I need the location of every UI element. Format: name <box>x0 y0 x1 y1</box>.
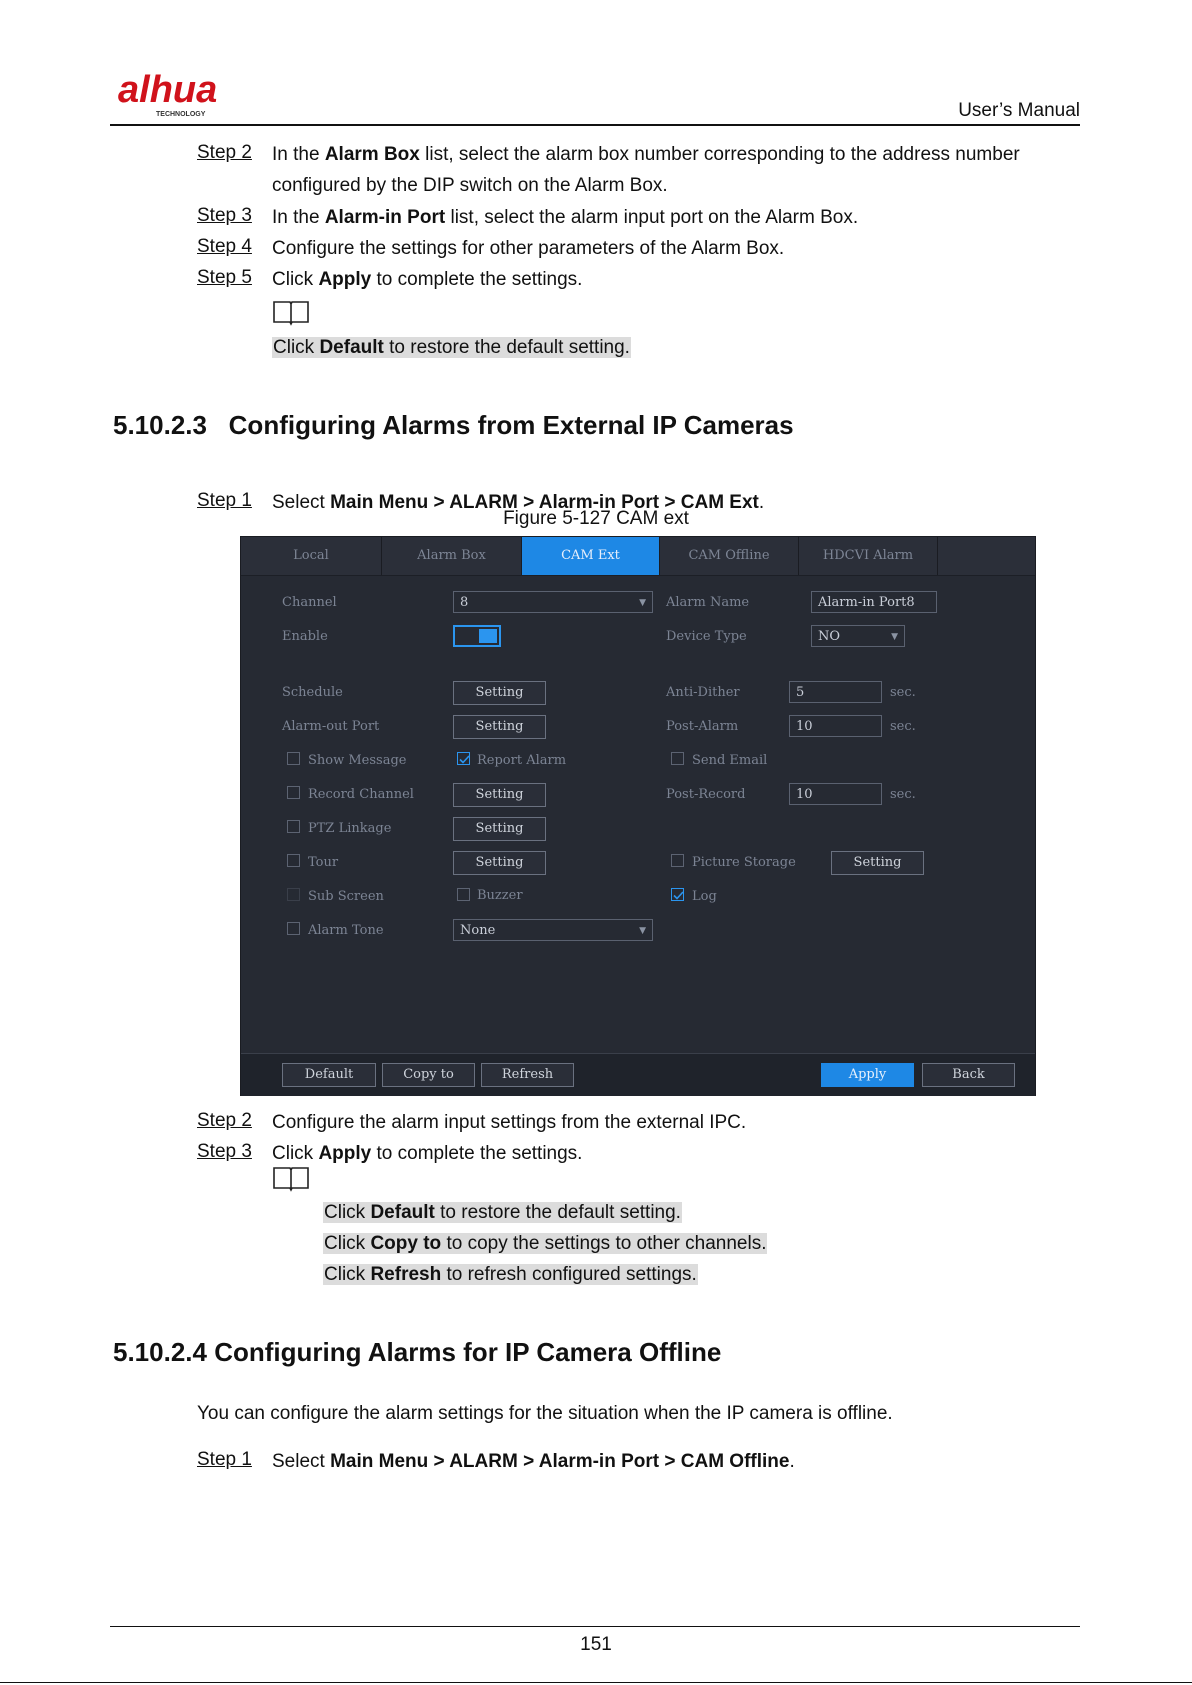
tab-hdcvi-alarm[interactable]: HDCVI Alarm <box>799 537 938 575</box>
schedule-setting-button[interactable]: Setting <box>453 681 546 705</box>
buzzer-checkbox[interactable] <box>457 888 470 901</box>
sec-unit: sec. <box>890 719 916 734</box>
anti-dither-input[interactable]: 5 <box>789 681 882 703</box>
picture-storage-setting-button[interactable]: Setting <box>831 851 924 875</box>
page-number: 151 <box>580 1634 612 1655</box>
apply-button[interactable]: Apply <box>821 1063 914 1087</box>
step-label: Step 2 <box>197 142 252 163</box>
alarm-tone-checkbox[interactable] <box>287 922 300 935</box>
back-button[interactable]: Back <box>922 1063 1015 1087</box>
enable-toggle[interactable] <box>453 625 501 647</box>
bottom-action-bar <box>241 1053 1035 1096</box>
send-email-label: Send Email <box>692 753 768 768</box>
step-label: Step 3 <box>197 205 252 226</box>
ptz-setting-button[interactable]: Setting <box>453 817 546 841</box>
device-type-label: Device Type <box>666 629 747 644</box>
chevron-down-icon: ▼ <box>639 598 646 608</box>
step-label: Step 3 <box>197 1141 252 1162</box>
channel-label: Channel <box>282 595 337 610</box>
step-text: Select Main Menu > ALARM > Alarm-in Port > CAM Ext. <box>272 492 765 513</box>
tour-label: Tour <box>308 855 339 870</box>
alarm-name-label: Alarm Name <box>666 595 750 610</box>
refresh-button[interactable]: Refresh <box>481 1063 574 1087</box>
step-label: Step 4 <box>197 236 252 257</box>
note-line: Click Refresh to refresh configured settings. <box>324 1264 697 1285</box>
section-heading: 5.10.2.3 Configuring Alarms from External IP Cameras <box>113 410 794 440</box>
step-text: Select Main Menu > ALARM > Alarm-in Port > CAM Offline. <box>272 1451 795 1472</box>
alarm-tone-label: Alarm Tone <box>308 923 384 938</box>
step-label: Step 1 <box>197 1449 252 1470</box>
logo-text: alhua <box>118 69 218 111</box>
step-text: Click Apply to complete the settings. <box>272 269 583 290</box>
channel-select[interactable]: 8 ▼ <box>453 591 653 613</box>
sec-unit: sec. <box>890 685 916 700</box>
buzzer-label: Buzzer <box>477 888 523 903</box>
record-channel-setting-button[interactable]: Setting <box>453 783 546 807</box>
show-message-checkbox[interactable] <box>287 752 300 765</box>
step-label: Step 2 <box>197 1110 252 1131</box>
alarm-name-input[interactable]: Alarm-in Port8 <box>811 591 937 613</box>
header-divider <box>110 124 1080 126</box>
record-channel-checkbox[interactable] <box>287 786 300 799</box>
chevron-down-icon: ▼ <box>891 632 898 642</box>
anti-dither-label: Anti-Dither <box>666 685 740 700</box>
step-text: Click Apply to complete the settings. <box>272 1143 583 1164</box>
step-label: Step 5 <box>197 267 252 288</box>
toggle-knob <box>479 629 497 643</box>
note-line: Click Copy to to copy the settings to other channels. <box>324 1233 767 1254</box>
tab-cam-offline[interactable]: CAM Offline <box>660 537 799 575</box>
enable-label: Enable <box>282 629 328 644</box>
alarm-out-setting-button[interactable]: Setting <box>453 715 546 739</box>
checkmark-icon <box>458 753 471 766</box>
tab-cam-ext[interactable]: CAM Ext <box>522 537 660 575</box>
tab-local[interactable]: Local <box>241 537 382 575</box>
copy-to-button[interactable]: Copy to <box>382 1063 475 1087</box>
picture-storage-label: Picture Storage <box>692 855 796 870</box>
tab-alarm-box[interactable]: Alarm Box <box>382 537 522 575</box>
cam-ext-settings-panel <box>240 536 1036 1096</box>
picture-storage-checkbox[interactable] <box>671 854 684 867</box>
device-type-select[interactable]: NO ▼ <box>811 625 905 647</box>
log-checkbox[interactable] <box>671 888 684 901</box>
intro-paragraph: You can configure the alarm settings for the situation when the IP camera is offline. <box>197 1403 893 1424</box>
page-edge-line <box>0 1682 1192 1683</box>
post-alarm-input[interactable]: 10 <box>789 715 882 737</box>
manual-title: User’s Manual <box>958 100 1080 121</box>
tab-bar <box>241 537 1035 576</box>
tour-checkbox[interactable] <box>287 854 300 867</box>
record-channel-label: Record Channel <box>308 787 414 802</box>
logo-subtext: TECHNOLOGY <box>156 111 206 118</box>
checkmark-icon <box>672 889 685 902</box>
step-text: In the Alarm-in Port list, select the alarm input port on the Alarm Box. <box>272 207 859 228</box>
post-record-label: Post-Record <box>666 787 746 802</box>
step-text: In the Alarm Box list, select the alarm box number corresponding to the address number configured by the DIP switch on the Alarm Box. <box>272 144 1020 196</box>
sec-unit: sec. <box>890 787 916 802</box>
footer-divider <box>110 1626 1080 1627</box>
default-button[interactable]: Default <box>282 1063 376 1087</box>
step-text: Configure the settings for other parameters of the Alarm Box. <box>272 238 785 259</box>
sub-screen-checkbox[interactable] <box>287 888 300 901</box>
figure-caption: Figure 5-127 CAM ext <box>503 508 689 529</box>
log-label: Log <box>692 889 717 904</box>
alarm-tone-select[interactable]: None ▼ <box>453 919 653 941</box>
sub-screen-label: Sub Screen <box>308 889 384 904</box>
send-email-checkbox[interactable] <box>671 752 684 765</box>
post-record-input[interactable]: 10 <box>789 783 882 805</box>
book-note-icon <box>272 1164 310 1192</box>
tour-setting-button[interactable]: Setting <box>453 851 546 875</box>
ptz-linkage-checkbox[interactable] <box>287 820 300 833</box>
schedule-label: Schedule <box>282 685 343 700</box>
section-heading: 5.10.2.4 Configuring Alarms for IP Camera Offline <box>113 1337 722 1367</box>
report-alarm-checkbox[interactable] <box>457 752 470 765</box>
note-line: Click Default to restore the default setting. <box>324 1202 681 1223</box>
post-alarm-label: Post-Alarm <box>666 719 739 734</box>
ptz-linkage-label: PTZ Linkage <box>308 821 392 836</box>
report-alarm-label: Report Alarm <box>477 753 567 768</box>
dahua-logo <box>118 66 258 122</box>
note-line: Click Default to restore the default setting. <box>273 337 630 358</box>
step-text: Configure the alarm input settings from the external IPC. <box>272 1112 747 1133</box>
step-label: Step 1 <box>197 490 252 511</box>
chevron-down-icon: ▼ <box>639 926 646 936</box>
book-note-icon <box>272 298 310 326</box>
alarm-out-port-label: Alarm-out Port <box>282 719 380 734</box>
show-message-label: Show Message <box>308 753 407 768</box>
